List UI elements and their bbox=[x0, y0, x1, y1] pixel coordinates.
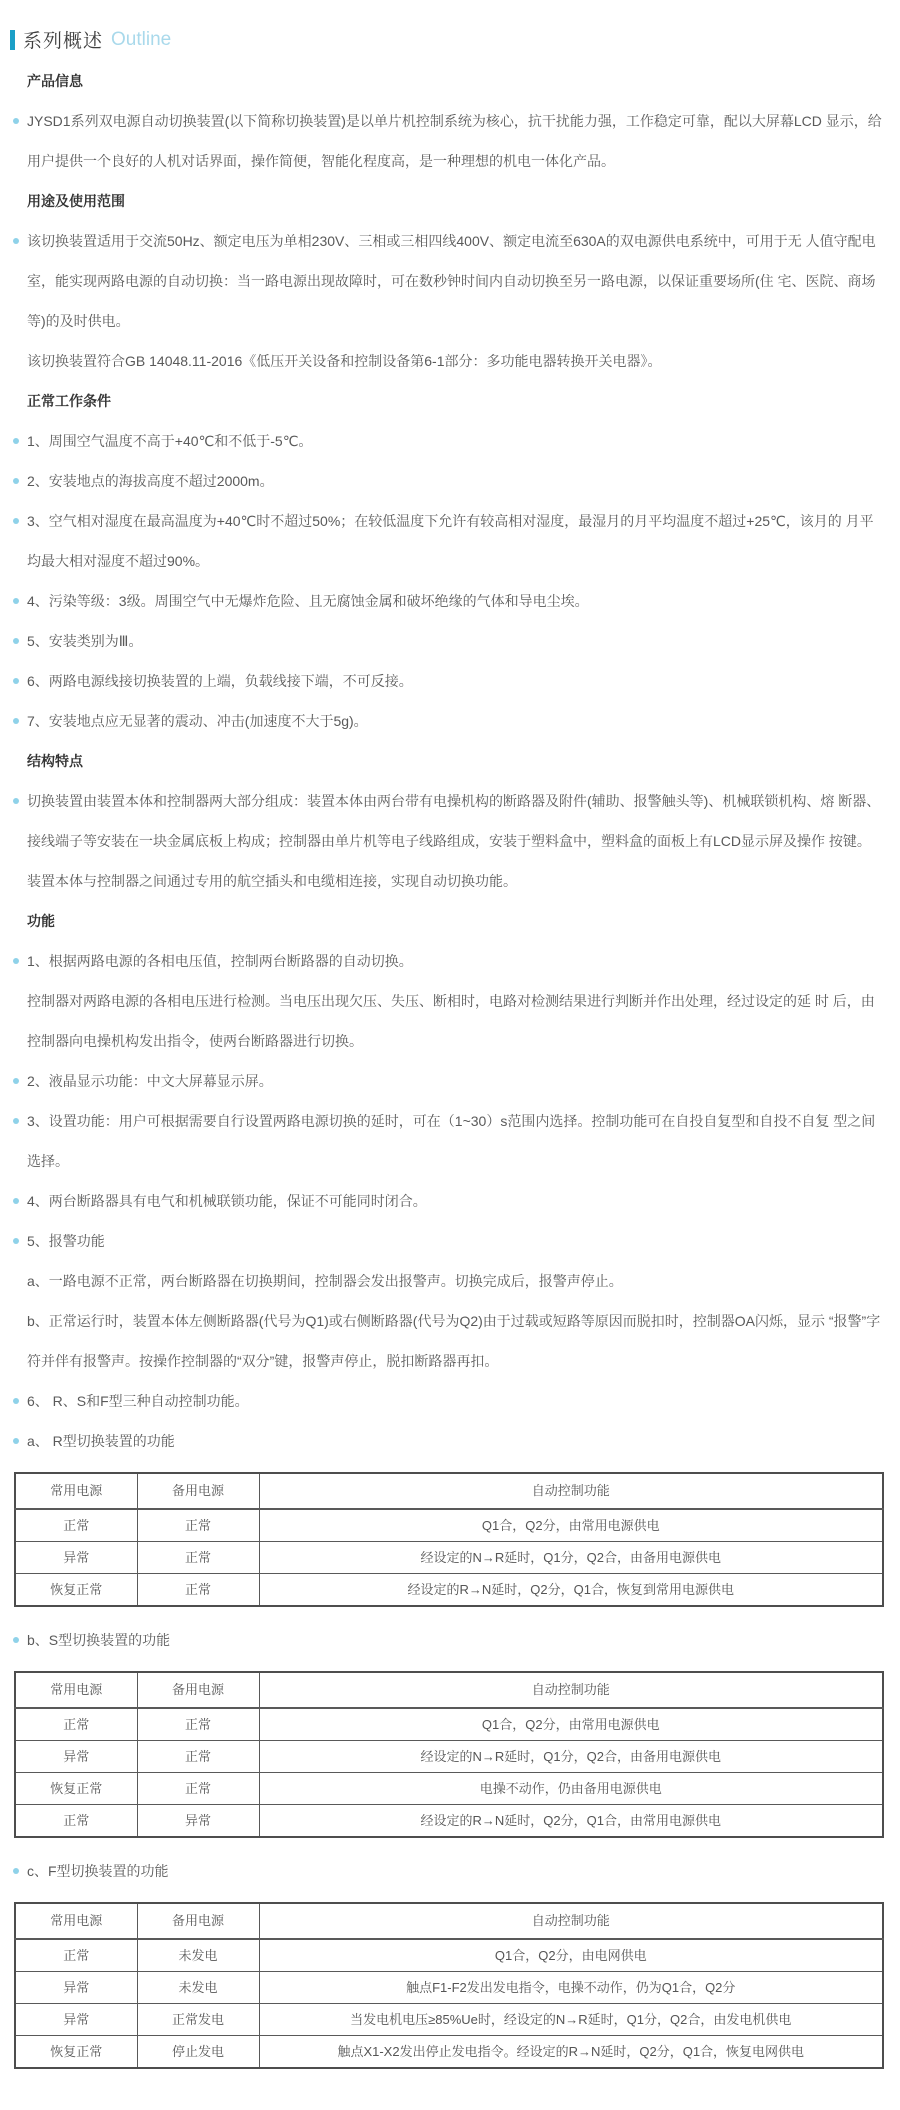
table-header-cell: 常用电源 bbox=[15, 1903, 137, 1939]
bullet-item bbox=[10, 1421, 884, 1461]
table-header-cell: 常用电源 bbox=[15, 1672, 137, 1708]
bullet-item bbox=[10, 701, 884, 741]
page-title: 系列概述 bbox=[23, 31, 104, 52]
bullet-dot-icon bbox=[13, 238, 19, 244]
text-line: 4、两台断路器具有电气和机械联锁功能，保证不可能同时闭合。 bbox=[27, 1193, 427, 1209]
table-cell: 正常 bbox=[15, 1939, 137, 1972]
bullet-item bbox=[10, 221, 884, 341]
bullet-item bbox=[10, 461, 884, 501]
table-cell: 电操不动作，仍由备用电源供电 bbox=[259, 1773, 883, 1805]
table-cell: Q1合，Q2分，由常用电源供电 bbox=[259, 1708, 883, 1741]
table-header-row bbox=[15, 1473, 883, 1509]
table-cell: 正常 bbox=[137, 1542, 259, 1574]
text-line: 7、安装地点应无显著的震动、冲击(加速度不大于5g)。 bbox=[27, 713, 368, 729]
bullet-item bbox=[10, 941, 884, 981]
bullet-dot-icon bbox=[13, 1078, 19, 1084]
table-cell: 异常 bbox=[137, 1805, 259, 1838]
bullet-item bbox=[10, 621, 884, 661]
bullet-dot-icon bbox=[13, 1637, 19, 1643]
bullet-item bbox=[10, 1181, 884, 1221]
bullet-item bbox=[10, 1381, 884, 1421]
table-cell: 停止发电 bbox=[137, 2036, 259, 2069]
bullet-dot-icon bbox=[13, 1438, 19, 1444]
table-cell: 经设定的R→N延时，Q2分，Q1合，由常用电源供电 bbox=[259, 1805, 883, 1838]
paragraph bbox=[10, 981, 884, 1061]
text-line: 2、液晶显示功能：中文大屏幕显示屏。 bbox=[27, 1073, 273, 1089]
table-row bbox=[15, 2004, 883, 2036]
sub-heading bbox=[10, 901, 884, 941]
sub-heading bbox=[10, 381, 884, 421]
sub-heading bbox=[10, 741, 884, 781]
bullet-item bbox=[10, 421, 884, 461]
table-cell: 正常 bbox=[15, 1708, 137, 1741]
table-cell: Q1合，Q2分，由电网供电 bbox=[259, 1939, 883, 1972]
table-cell: 正常 bbox=[137, 1708, 259, 1741]
bullet-item bbox=[10, 1101, 884, 1181]
sub-heading bbox=[10, 61, 884, 101]
text-line: 3、空气相对湿度在最高温度为+40℃时不超过50%；在较低温度下允许有较高相对湿度，最湿月的月平均温度不超过+25℃，该月的 月平均最大相对湿度不超过90%。 bbox=[27, 513, 874, 569]
text-line: 产品信息 bbox=[27, 73, 83, 89]
table-cell: 触点F1-F2发出发电指令，电操不动作，仍为Q1合，Q2分 bbox=[259, 1972, 883, 2004]
table-row bbox=[15, 1741, 883, 1773]
table-row bbox=[15, 1574, 883, 1607]
text-line: 5、安装类别为Ⅲ。 bbox=[27, 633, 143, 649]
table-cell: 当发电机电压≥85%Ue时，经设定的N→R延时，Q1分，Q2合，由发电机供电 bbox=[259, 2004, 883, 2036]
text-line: 该切换装置适用于交流50Hz、额定电压为单相230V、三相或三相四线400V、额定电流至630A的双电源供电系统中，可用于无 人值守配电室，能实现两路电源的自动切换：当一路电源出现故障时，可在数秒钟时间内自动切换至另一路电源，以保证重要场所(住 宅、医院、商场等)的及时供电。 bbox=[27, 233, 876, 329]
bullet-item bbox=[10, 1221, 884, 1261]
table-header-cell: 备用电源 bbox=[137, 1903, 259, 1939]
bullet-item bbox=[10, 661, 884, 701]
table-header-row bbox=[15, 1672, 883, 1708]
bullet-item bbox=[10, 1061, 884, 1101]
content bbox=[10, 61, 884, 2069]
table-cell: 正常 bbox=[137, 1773, 259, 1805]
table-header-cell: 自动控制功能 bbox=[259, 1672, 883, 1708]
bullet-dot-icon bbox=[13, 518, 19, 524]
bullet-dot-icon bbox=[13, 1118, 19, 1124]
text-line: 1、根据两路电源的各相电压值，控制两台断路器的自动切换。 bbox=[27, 953, 413, 969]
table-header-cell: 自动控制功能 bbox=[259, 1473, 883, 1509]
table-row bbox=[15, 1773, 883, 1805]
bullet-dot-icon bbox=[13, 638, 19, 644]
table-row bbox=[15, 1542, 883, 1574]
paragraph bbox=[10, 1301, 884, 1381]
table-cell: 未发电 bbox=[137, 1972, 259, 2004]
bullet-dot-icon bbox=[13, 438, 19, 444]
table-cell: 正常 bbox=[15, 1805, 137, 1838]
text-line: a、 R型切换装置的功能 bbox=[27, 1433, 175, 1449]
table-header-cell: 自动控制功能 bbox=[259, 1903, 883, 1939]
text-line: 3、设置功能：用户可根据需要自行设置两路电源切换的延时，可在（1~30）s范围内选择。控制功能可在自投自复型和自投不自复 型之间选择。 bbox=[27, 1113, 876, 1169]
text-line: b、S型切换装置的功能 bbox=[27, 1632, 171, 1648]
text-line: 4、污染等级：3级。周围空气中无爆炸危险、且无腐蚀金属和破坏绝缘的气体和导电尘埃。 bbox=[27, 593, 589, 609]
page-subtitle: Outline bbox=[111, 28, 172, 50]
table-cell: 恢复正常 bbox=[15, 2036, 137, 2069]
function-table bbox=[14, 1902, 884, 2069]
bullet-dot-icon bbox=[13, 678, 19, 684]
paragraph bbox=[10, 1261, 884, 1301]
table-row bbox=[15, 1805, 883, 1838]
table-cell: 正常发电 bbox=[137, 2004, 259, 2036]
bullet-dot-icon bbox=[13, 1868, 19, 1874]
text-line: 用途及使用范围 bbox=[27, 193, 125, 209]
text-line: a、一路电源不正常，两台断路器在切换期间，控制器会发出报警声。切换完成后，报警声停止。 bbox=[27, 1273, 623, 1289]
bullet-dot-icon bbox=[13, 1198, 19, 1204]
table-row bbox=[15, 1939, 883, 1972]
table-cell: 经设定的R→N延时，Q2分，Q1合，恢复到常用电源供电 bbox=[259, 1574, 883, 1607]
table-header-cell: 备用电源 bbox=[137, 1473, 259, 1509]
text-line: 6、两路电源线接切换装置的上端，负载线接下端，不可反接。 bbox=[27, 673, 413, 689]
table-row bbox=[15, 2036, 883, 2069]
sub-heading bbox=[10, 181, 884, 221]
bullet-dot-icon bbox=[13, 798, 19, 804]
table-row bbox=[15, 1708, 883, 1741]
bullet-dot-icon bbox=[13, 598, 19, 604]
table-row bbox=[15, 1972, 883, 2004]
header-accent-bar-icon bbox=[10, 30, 15, 50]
table-cell: 恢复正常 bbox=[15, 1574, 137, 1607]
table-cell: 经设定的N→R延时，Q1分，Q2合，由备用电源供电 bbox=[259, 1542, 883, 1574]
table-header-cell: 备用电源 bbox=[137, 1672, 259, 1708]
table-cell: 异常 bbox=[15, 1542, 137, 1574]
text-line: 1、周围空气温度不高于+40℃和不低于-5℃。 bbox=[27, 433, 313, 449]
table-cell: Q1合，Q2分，由常用电源供电 bbox=[259, 1509, 883, 1542]
table-cell: 正常 bbox=[137, 1741, 259, 1773]
text-line: c、F型切换装置的功能 bbox=[27, 1863, 169, 1879]
table-cell: 经设定的N→R延时，Q1分，Q2合，由备用电源供电 bbox=[259, 1741, 883, 1773]
text-line: 正常工作条件 bbox=[27, 393, 111, 409]
text-line: 切换装置由装置本体和控制器两大部分组成：装置本体由两台带有电操机构的断路器及附件(辅助、报警触头等)、机械联锁机构、熔 断器、接线端子等安装在一块金属底板上构成；控制器由单片机等电子线路组成，安装于塑料盒中，塑料盒的面板上有LCD显示屏及操作 按键。装置本体与控制器之间通过专用的航空插头和电缆相连接，实现自动切换功能。 bbox=[27, 793, 881, 889]
table-row bbox=[15, 1509, 883, 1542]
bullet-item bbox=[10, 101, 884, 181]
table-header-row bbox=[15, 1903, 883, 1939]
bullet-dot-icon bbox=[13, 1238, 19, 1244]
table-cell: 正常 bbox=[137, 1574, 259, 1607]
text-line: JYSD1系列双电源自动切换装置(以下简称切换装置)是以单片机控制系统为核心，抗干扰能力强，工作稳定可靠，配以大屏幕LCD 显示，给用户提供一个良好的人机对话界面，操作简便，智能化程度高，是一种理想的机电一体化产品。 bbox=[27, 113, 882, 169]
bullet-item bbox=[10, 501, 884, 581]
bullet-item bbox=[10, 781, 884, 901]
bullet-dot-icon bbox=[13, 1398, 19, 1404]
text-line: b、正常运行时，装置本体左侧断路器(代号为Q1)或右侧断路器(代号为Q2)由于过载或短路等原因而脱扣时，控制器OA闪烁，显示 “报警”字符并伴有报警声。按操作控制器的“双分”键，报警声停止，脱扣断路器再扣。 bbox=[27, 1313, 881, 1369]
table-cell: 未发电 bbox=[137, 1939, 259, 1972]
text-line: 2、安装地点的海拔高度不超过2000m。 bbox=[27, 473, 274, 489]
bullet-item bbox=[10, 1620, 884, 1660]
text-line: 6、 R、S和F型三种自动控制功能。 bbox=[27, 1393, 249, 1409]
bullet-dot-icon bbox=[13, 958, 19, 964]
paragraph bbox=[10, 341, 884, 381]
bullet-item bbox=[10, 1851, 884, 1891]
bullet-item bbox=[10, 581, 884, 621]
table-cell: 正常 bbox=[15, 1509, 137, 1542]
bullet-dot-icon bbox=[13, 718, 19, 724]
table-cell: 异常 bbox=[15, 1972, 137, 2004]
table-cell: 恢复正常 bbox=[15, 1773, 137, 1805]
text-line: 该切换装置符合GB 14048.11-2016《低压开关设备和控制设备第6-1部分：多功能电器转换开关电器》。 bbox=[27, 353, 662, 369]
table-header-cell: 常用电源 bbox=[15, 1473, 137, 1509]
table-cell: 异常 bbox=[15, 1741, 137, 1773]
text-line: 控制器对两路电源的各相电压进行检测。当电压出现欠压、失压、断相时，电路对检测结果进行判断并作出处理，经过设定的延 时 后，由控制器向电操机构发出指令，使两台断路器进行切换。 bbox=[27, 993, 875, 1049]
text-line: 5、报警功能 bbox=[27, 1233, 105, 1249]
table-cell: 正常 bbox=[137, 1509, 259, 1542]
bullet-dot-icon bbox=[13, 118, 19, 124]
bullet-dot-icon bbox=[13, 478, 19, 484]
table-cell: 触点X1-X2发出停止发电指令。经设定的R→N延时，Q2分，Q1合，恢复电网供电 bbox=[259, 2036, 883, 2069]
section-header bbox=[10, 26, 884, 53]
function-table bbox=[14, 1472, 884, 1607]
text-line: 功能 bbox=[27, 913, 55, 929]
text-line: 结构特点 bbox=[27, 753, 83, 769]
table-cell: 异常 bbox=[15, 2004, 137, 2036]
function-table bbox=[14, 1671, 884, 1838]
